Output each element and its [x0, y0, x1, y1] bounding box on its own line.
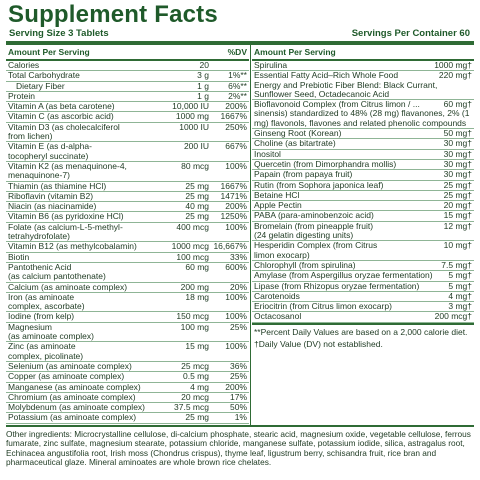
- nutrient-name: Vitamin B12 (as methylcobalamin): [8, 242, 137, 252]
- ingredient-name: Carotenoids: [254, 291, 300, 301]
- nutrient-amount: 150 mcg: [176, 311, 209, 322]
- nutrient-dv: 200%: [225, 101, 247, 112]
- ingredient-name: Inositol: [254, 149, 281, 159]
- nutrient-row: [6, 223, 249, 243]
- ingredient-row: [252, 160, 474, 170]
- left-nutrient-panel: [6, 45, 249, 425]
- nutrient-amount: 25 mg: [185, 190, 209, 201]
- nutrient-amount: 25 mcg: [181, 360, 209, 371]
- ingredient-name-continued: limon exocarp): [254, 249, 310, 260]
- nutrient-amount: 15 mg: [185, 341, 209, 352]
- ingredient-amount: 200 mcg†: [434, 311, 472, 322]
- nutrient-dv: 17%: [229, 391, 247, 402]
- nutrient-amount: 1 g: [197, 80, 209, 91]
- ingredient-name: Chlorophyll (from spirulina): [254, 260, 356, 270]
- nutrient-amount: 1000 IU: [179, 121, 209, 132]
- nutrient-row: [6, 312, 249, 322]
- left-nutrient-list: [6, 61, 249, 424]
- ingredient-row: [252, 211, 474, 221]
- ingredient-name: Apple Pectin: [254, 201, 302, 211]
- footer-rule: [6, 425, 474, 427]
- nutrient-dv: 50%: [229, 402, 247, 413]
- nutrient-amount: 10,000 IU: [172, 101, 209, 112]
- nutrient-row: [6, 263, 249, 283]
- ingredient-row: [252, 312, 474, 322]
- nutrient-dv: 2%**: [228, 90, 247, 101]
- ingredient-row: [252, 222, 474, 242]
- nutrient-amount: 200 mg: [180, 281, 209, 292]
- nutrient-name-continued: tocopheryl succinate): [8, 150, 89, 161]
- nutrient-dv: 1%**: [228, 70, 247, 81]
- nutrient-dv: 1%: [234, 412, 247, 423]
- nutrient-row: [6, 182, 249, 192]
- nutrient-name: Vitamin K2 (as menaquinone-4,: [8, 161, 127, 171]
- nutrient-name: Niacin (as niacinamide): [8, 202, 97, 212]
- nutrient-name: Calcium (as aminoate complex): [8, 282, 128, 292]
- nutrient-dv: 600%: [225, 261, 247, 272]
- ingredient-amount: 12 mg†: [443, 220, 472, 231]
- nutrient-row: [6, 283, 249, 293]
- nutrient-row: [6, 293, 249, 313]
- ingredient-amount: 5 mg†: [448, 280, 472, 291]
- ingredient-name: Lipase (from Rhizopus oryzae fermentation): [254, 281, 420, 291]
- nutrient-row: [6, 192, 249, 202]
- ingredient-name: Papain (from papaya fruit): [254, 170, 353, 180]
- nutrient-amount: 1000 mcg: [171, 241, 209, 252]
- nutrient-name-continued: (as calcium pantothenate): [8, 271, 106, 282]
- nutrient-name: Pantothenic Acid: [8, 262, 72, 272]
- nutrient-dv: 200%: [225, 201, 247, 212]
- nutrient-dv: 100%: [225, 221, 247, 232]
- nutrient-row: [6, 202, 249, 212]
- nutrient-dv: 25%: [229, 371, 247, 382]
- nutrient-dv: 33%: [229, 251, 247, 262]
- ingredient-name: Ginseng Root (Korean): [254, 129, 342, 139]
- nutrient-name: Magnesium: [8, 322, 52, 332]
- ingredient-amount: 15 mg†: [443, 210, 472, 221]
- nutrient-row: [6, 92, 249, 102]
- nutrient-name: Protein: [8, 91, 35, 101]
- ingredient-row: [252, 100, 474, 129]
- nutrient-dv: 1250%: [220, 211, 247, 222]
- ingredient-row: [252, 181, 474, 191]
- ingredient-row: [252, 191, 474, 201]
- ingredient-amount: 10 mg†: [443, 240, 472, 251]
- other-ingredients: Other ingredients: Microcrystalline cellulose, di-calcium phosphate, stearic acid, magnesium oxide, vegetable cellulose, ferrous fumarate, zinc sulfate, magnesium stearate, potassium chloride, manganese sulfate, potassium iodide, silica, astragalus root, Echinacea angustifolia root, Irish moss (Chondrus crispus), thyme leaf, ligustrum berry, schisandra fruit, rice bran and pharmaceutical glaze. Mineral aminoates are whole brown rice chelates.: [6, 429, 471, 467]
- servings-per-container: Servings Per Container 60: [351, 28, 470, 39]
- nutrient-amount: 0.5 mg: [183, 371, 209, 382]
- nutrient-row: [6, 123, 249, 143]
- nutrient-amount: 20: [199, 60, 209, 70]
- ingredient-amount: 1000 mg†: [434, 60, 472, 70]
- nutrient-name-continued: menaquinone-7): [8, 170, 70, 181]
- column-divider: [250, 45, 251, 425]
- ingredient-name: Choline (as bitartrate): [254, 139, 336, 149]
- ingredient-name: Bioflavonoid Complex (from Citrus limon / ...: [254, 100, 420, 110]
- ingredient-name-continued: sinensis) standardized to 48% (28 mg) flavanones, 2% (1 mg) flavonols, flavones and related phenolic compounds: [254, 108, 470, 128]
- nutrient-row: [6, 323, 249, 343]
- left-column-header: [6, 45, 249, 61]
- dv-header: %DV: [227, 47, 247, 57]
- ingredient-amount: 25 mg†: [443, 189, 472, 200]
- ingredient-name: Quercetin (from Dimorphandra mollis): [254, 159, 397, 169]
- nutrient-row: [6, 372, 249, 382]
- nutrient-dv: 200%: [225, 381, 247, 392]
- nutrient-name: Zinc (as aminoate: [8, 342, 76, 352]
- ingredient-row: [252, 261, 474, 271]
- nutrient-amount: 200 IU: [183, 141, 209, 152]
- ingredient-amount: 5 mg†: [448, 270, 472, 281]
- nutrient-row: [6, 82, 249, 92]
- nutrient-dv: 20%: [229, 281, 247, 292]
- nutrient-name: Riboflavin (vitamin B2): [8, 191, 94, 201]
- ingredient-name: Eriocitrin (from Citrus limon exocarp): [254, 302, 392, 312]
- nutrient-name: Manganese (as aminoate complex): [8, 382, 141, 392]
- ingredient-row: [252, 292, 474, 302]
- ingredient-amount: 220 mg†: [438, 70, 472, 81]
- nutrient-name-continued: complex, picolinate): [8, 350, 84, 361]
- nutrient-name: Molybdenum (as aminoate complex): [8, 403, 146, 413]
- nutrient-row: [6, 413, 249, 423]
- right-nutrient-list: [252, 61, 474, 323]
- ingredient-name: Essential Fatty Acid–Rich Whole Food: [254, 71, 399, 81]
- nutrient-row: [6, 403, 249, 413]
- nutrient-dv: 100%: [225, 291, 247, 302]
- nutrient-amount: 20 mcg: [181, 391, 209, 402]
- nutrient-row: [6, 383, 249, 393]
- ingredient-name: Amylase (from Aspergillus oryzae fermentation): [254, 271, 433, 281]
- ingredient-name: Bromelain (from pineapple fruit): [254, 221, 374, 231]
- nutrient-name-continued: complex, ascorbate): [8, 301, 85, 312]
- dagger-footnote: †Daily Value (DV) not established.: [254, 339, 383, 350]
- nutrient-row: [6, 112, 249, 122]
- ingredient-name: Spirulina: [254, 61, 288, 70]
- nutrient-name: Calories: [8, 61, 40, 70]
- amount-per-serving-header-right: Amount Per Serving: [254, 47, 336, 57]
- nutrient-name: Vitamin C (as ascorbic acid): [8, 112, 114, 122]
- amount-per-serving-header: Amount Per Serving: [8, 47, 90, 57]
- nutrient-row: [6, 242, 249, 252]
- ingredient-name: Octacosanol: [254, 312, 302, 322]
- nutrient-dv: 100%: [225, 311, 247, 322]
- ingredient-row: [252, 241, 474, 261]
- nutrient-row: [6, 71, 249, 81]
- ingredient-row: [252, 201, 474, 211]
- serving-size: Serving Size 3 Tablets: [9, 28, 109, 39]
- nutrient-amount: 37.5 mcg: [174, 402, 209, 413]
- ingredient-amount: 30 mg†: [443, 169, 472, 180]
- nutrient-amount: 1 g: [197, 90, 209, 101]
- nutrient-dv: 1667%: [220, 111, 247, 122]
- nutrient-name: Selenium (as aminoate complex): [8, 361, 132, 371]
- nutrient-dv: 36%: [229, 360, 247, 371]
- nutrient-dv: 100%: [225, 160, 247, 171]
- nutrient-dv: 667%: [225, 141, 247, 152]
- ingredient-name-continued: Energy and Prebiotic Fiber Blend: Black Currant, Sunflower Seed, Octadecanoic Acid: [254, 79, 438, 99]
- nutrient-amount: 400 mcg: [176, 221, 209, 232]
- nutrient-amount: 40 mg: [185, 201, 209, 212]
- nutrient-row: [6, 102, 249, 112]
- nutrient-row: [6, 253, 249, 263]
- nutrient-name: Total Carbohydrate: [8, 71, 80, 81]
- ingredient-name: Betaine HCl: [254, 190, 300, 200]
- nutrient-name-continued: from lichen): [8, 131, 53, 142]
- ingredient-name-continued: (24 gelatin digesting units): [254, 230, 354, 241]
- nutrient-amount: 3 g: [197, 70, 209, 81]
- nutrient-row: [6, 61, 249, 71]
- nutrient-name-continued: tetrahydrofolate): [8, 231, 70, 242]
- nutrient-row: [6, 342, 249, 362]
- ingredient-row: [252, 150, 474, 160]
- nutrient-row: [6, 162, 249, 182]
- ingredient-name: Hesperidin Complex (from Citrus: [254, 241, 378, 251]
- nutrient-amount: 25 mg: [185, 180, 209, 191]
- nutrient-amount: 25 mg: [185, 211, 209, 222]
- nutrient-dv: 100%: [225, 341, 247, 352]
- ingredient-amount: 30 mg†: [443, 158, 472, 169]
- ingredient-name: Rutin (from Sophora japonica leaf): [254, 180, 384, 190]
- nutrient-row: [6, 142, 249, 162]
- nutrient-amount: 25 mg: [185, 412, 209, 423]
- nutrient-dv: 25%: [229, 321, 247, 332]
- nutrient-dv: 1667%: [220, 180, 247, 191]
- ingredient-amount: 30 mg†: [443, 138, 472, 149]
- dv-footnote: **Percent Daily Values are based on a 2,000 calorie diet.: [252, 323, 474, 338]
- nutrient-amount: 4 mg: [190, 381, 209, 392]
- ingredient-row: [252, 282, 474, 292]
- nutrient-amount: 18 mg: [185, 291, 209, 302]
- right-column-header: [252, 45, 474, 61]
- ingredient-amount: 3 mg†: [448, 301, 472, 312]
- ingredient-name: PABA (para-aminobenzoic acid): [254, 211, 374, 221]
- nutrient-row: [6, 212, 249, 222]
- nutrient-row: [6, 362, 249, 372]
- ingredient-amount: 4 mg†: [448, 290, 472, 301]
- nutrient-name: Folate (as calcium-L-5-methyl-: [8, 222, 123, 232]
- nutrient-name: Vitamin E (as d-alpha-: [8, 142, 92, 152]
- nutrient-name: Iron (as aminoate: [8, 292, 75, 302]
- ingredient-amount: 7.5 mg†: [441, 259, 472, 270]
- nutrient-name: Biotin: [8, 252, 30, 262]
- ingredient-row: [252, 129, 474, 139]
- nutrient-name: Vitamin D3 (as cholecalciferol: [8, 122, 120, 132]
- nutrient-name-continued: (as aminoate complex): [8, 331, 94, 342]
- nutrient-dv: 6%**: [228, 80, 247, 91]
- ingredient-amount: 50 mg†: [443, 128, 472, 139]
- nutrient-dv: 1471%: [220, 190, 247, 201]
- nutrient-name: Chromium (as aminoate complex): [8, 392, 136, 402]
- nutrient-amount: 60 mg: [185, 261, 209, 272]
- supplement-facts-title: Supplement Facts: [8, 1, 218, 28]
- nutrient-dv: 16,667%: [213, 241, 247, 252]
- nutrient-amount: 1000 mg: [175, 111, 209, 122]
- ingredient-row: [252, 170, 474, 180]
- nutrient-amount: 100 mcg: [176, 251, 209, 262]
- ingredient-amount: 20 mg†: [443, 200, 472, 211]
- ingredient-row: [252, 139, 474, 149]
- nutrient-name: Potassium (as aminoate complex): [8, 413, 137, 423]
- nutrient-name: Iodine (from kelp): [8, 312, 75, 322]
- nutrient-dv: 250%: [225, 121, 247, 132]
- nutrient-amount: 100 mg: [180, 321, 209, 332]
- nutrient-name: Vitamin A (as beta carotene): [8, 102, 115, 112]
- nutrient-name: Copper (as aminoate complex): [8, 372, 125, 382]
- nutrient-name: Dietary Fiber: [16, 81, 65, 91]
- ingredient-amount: 60 mg†: [443, 99, 472, 110]
- right-nutrient-panel: [252, 45, 474, 425]
- ingredient-row: [252, 71, 474, 100]
- nutrient-row: [6, 393, 249, 403]
- ingredient-amount: 25 mg†: [443, 179, 472, 190]
- ingredient-amount: 30 mg†: [443, 148, 472, 159]
- nutrient-name: Thiamin (as thiamine HCl): [8, 181, 107, 191]
- nutrient-amount: 80 mcg: [181, 160, 209, 171]
- nutrient-name: Vitamin B6 (as pyridoxine HCl): [8, 212, 124, 222]
- ingredient-row: [252, 271, 474, 281]
